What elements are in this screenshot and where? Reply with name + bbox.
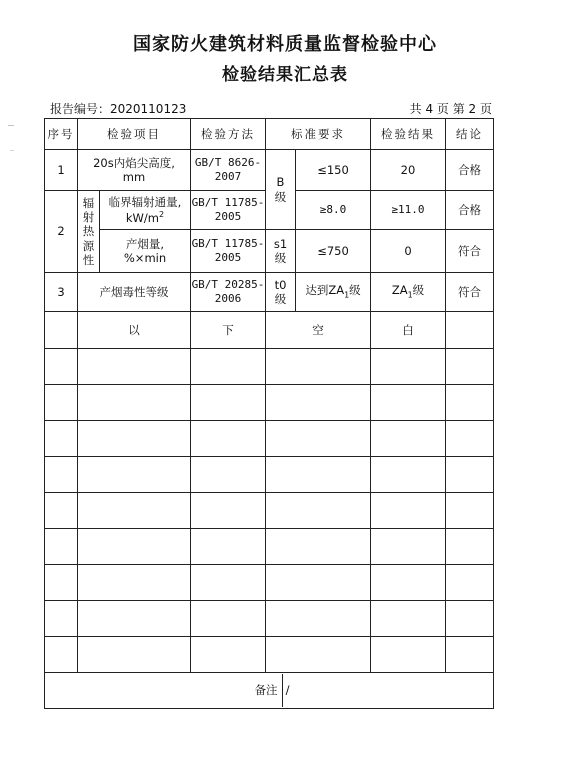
table-header-row — [45, 119, 494, 150]
row-method — [191, 150, 266, 191]
report-number: 报告编号：2020110123 — [50, 102, 187, 116]
row-conclusion: 符合 — [446, 230, 494, 273]
blank-marker-row — [45, 312, 494, 349]
results-table — [44, 118, 494, 709]
empty-row — [45, 601, 494, 637]
row-level — [266, 273, 296, 312]
header-method: 检验方法 — [191, 119, 266, 150]
scan-mark — [10, 150, 14, 154]
row-item — [100, 191, 191, 230]
blank-char: 下 — [191, 312, 266, 349]
header-item: 检验项目 — [78, 119, 191, 150]
row-method — [191, 230, 266, 273]
row-item — [78, 150, 191, 191]
empty-row — [45, 385, 494, 421]
document-subtitle: 检验结果汇总表 — [222, 65, 348, 85]
method-year: 2005 — [214, 210, 242, 223]
row-level — [266, 150, 296, 230]
method-text: GB/T 11785- — [191, 196, 265, 210]
group-char: 辐 — [82, 195, 95, 210]
method-text: GB/T 20285- — [191, 278, 265, 292]
level-text: t0 — [274, 277, 287, 292]
header-result: 检验结果 — [371, 119, 446, 150]
empty-row — [45, 637, 494, 673]
scan-mark — [8, 125, 14, 130]
row-result: ≥11.0 — [371, 191, 446, 230]
group-label — [78, 191, 100, 273]
empty-row — [45, 529, 494, 565]
row-seq: 2 — [45, 191, 78, 273]
row-level — [266, 230, 296, 273]
empty-row — [45, 457, 494, 493]
group-char: 性 — [82, 253, 95, 268]
item-unit: %×min — [123, 251, 167, 265]
row-requirement: ≤750 — [296, 230, 371, 273]
note-label: 备注 — [254, 683, 278, 697]
row-method — [191, 273, 266, 312]
note-row — [45, 673, 494, 709]
method-text: GB/T 11785- — [191, 237, 265, 251]
method-text: GB/T 8626- — [194, 156, 262, 170]
table-row — [45, 273, 494, 312]
row-requirement: 达到$ZA_1$级 — [296, 273, 371, 312]
row-method — [191, 191, 266, 230]
level-text: s1 — [273, 236, 288, 251]
document-title: 国家防火建筑材料质量监督检验中心 — [133, 34, 437, 55]
header-conclusion: 结论 — [446, 119, 494, 150]
empty-row — [45, 493, 494, 529]
group-char: 射 — [82, 209, 95, 224]
note-cell — [45, 673, 494, 709]
table-row — [45, 150, 494, 191]
empty-row — [45, 565, 494, 601]
item-text: 20s内焰尖高度, — [93, 155, 175, 170]
note-divider — [282, 674, 283, 707]
blank-char: 白 — [371, 312, 446, 349]
item-unit: mm — [122, 170, 146, 184]
row-conclusion: 合格 — [446, 191, 494, 230]
row-seq: 1 — [45, 150, 78, 191]
method-year: 2005 — [214, 251, 242, 264]
empty-row — [45, 421, 494, 457]
header-seq: 序号 — [45, 119, 78, 150]
method-year: 2007 — [214, 170, 242, 183]
table-row — [45, 230, 494, 273]
row-result: 0 — [371, 230, 446, 273]
row-item — [100, 230, 191, 273]
row-requirement: ≥8.0 — [296, 191, 371, 230]
note-value: / — [285, 683, 290, 697]
empty-cell — [446, 312, 494, 349]
level-suffix: 级 — [274, 251, 287, 265]
group-char: 源 — [82, 238, 95, 253]
row-conclusion: 合格 — [446, 150, 494, 191]
row-result: $ZA_1$级 — [371, 273, 446, 312]
item-text: 临界辐射通量, — [108, 195, 182, 210]
empty-row — [45, 349, 494, 385]
item-text: 产烟量, — [125, 236, 165, 251]
row-result: 20 — [371, 150, 446, 191]
empty-cell — [45, 312, 78, 349]
row-requirement: ≤150 — [296, 150, 371, 191]
row-conclusion: 符合 — [446, 273, 494, 312]
level-suffix: 级 — [274, 189, 287, 204]
row-seq: 3 — [45, 273, 78, 312]
method-year: 2006 — [214, 292, 242, 305]
level-suffix: 级 — [274, 292, 287, 306]
group-char: 热 — [82, 224, 95, 239]
item-unit: $kW/m^2$ — [125, 209, 165, 225]
blank-char: 空 — [266, 312, 371, 349]
blank-char: 以 — [78, 312, 191, 349]
header-standard: 标准要求 — [266, 119, 371, 150]
page-info: 共 4 页 第 2 页 — [409, 102, 492, 116]
level-text: B — [276, 175, 285, 190]
row-item: 产烟毒性等级 — [78, 273, 191, 312]
